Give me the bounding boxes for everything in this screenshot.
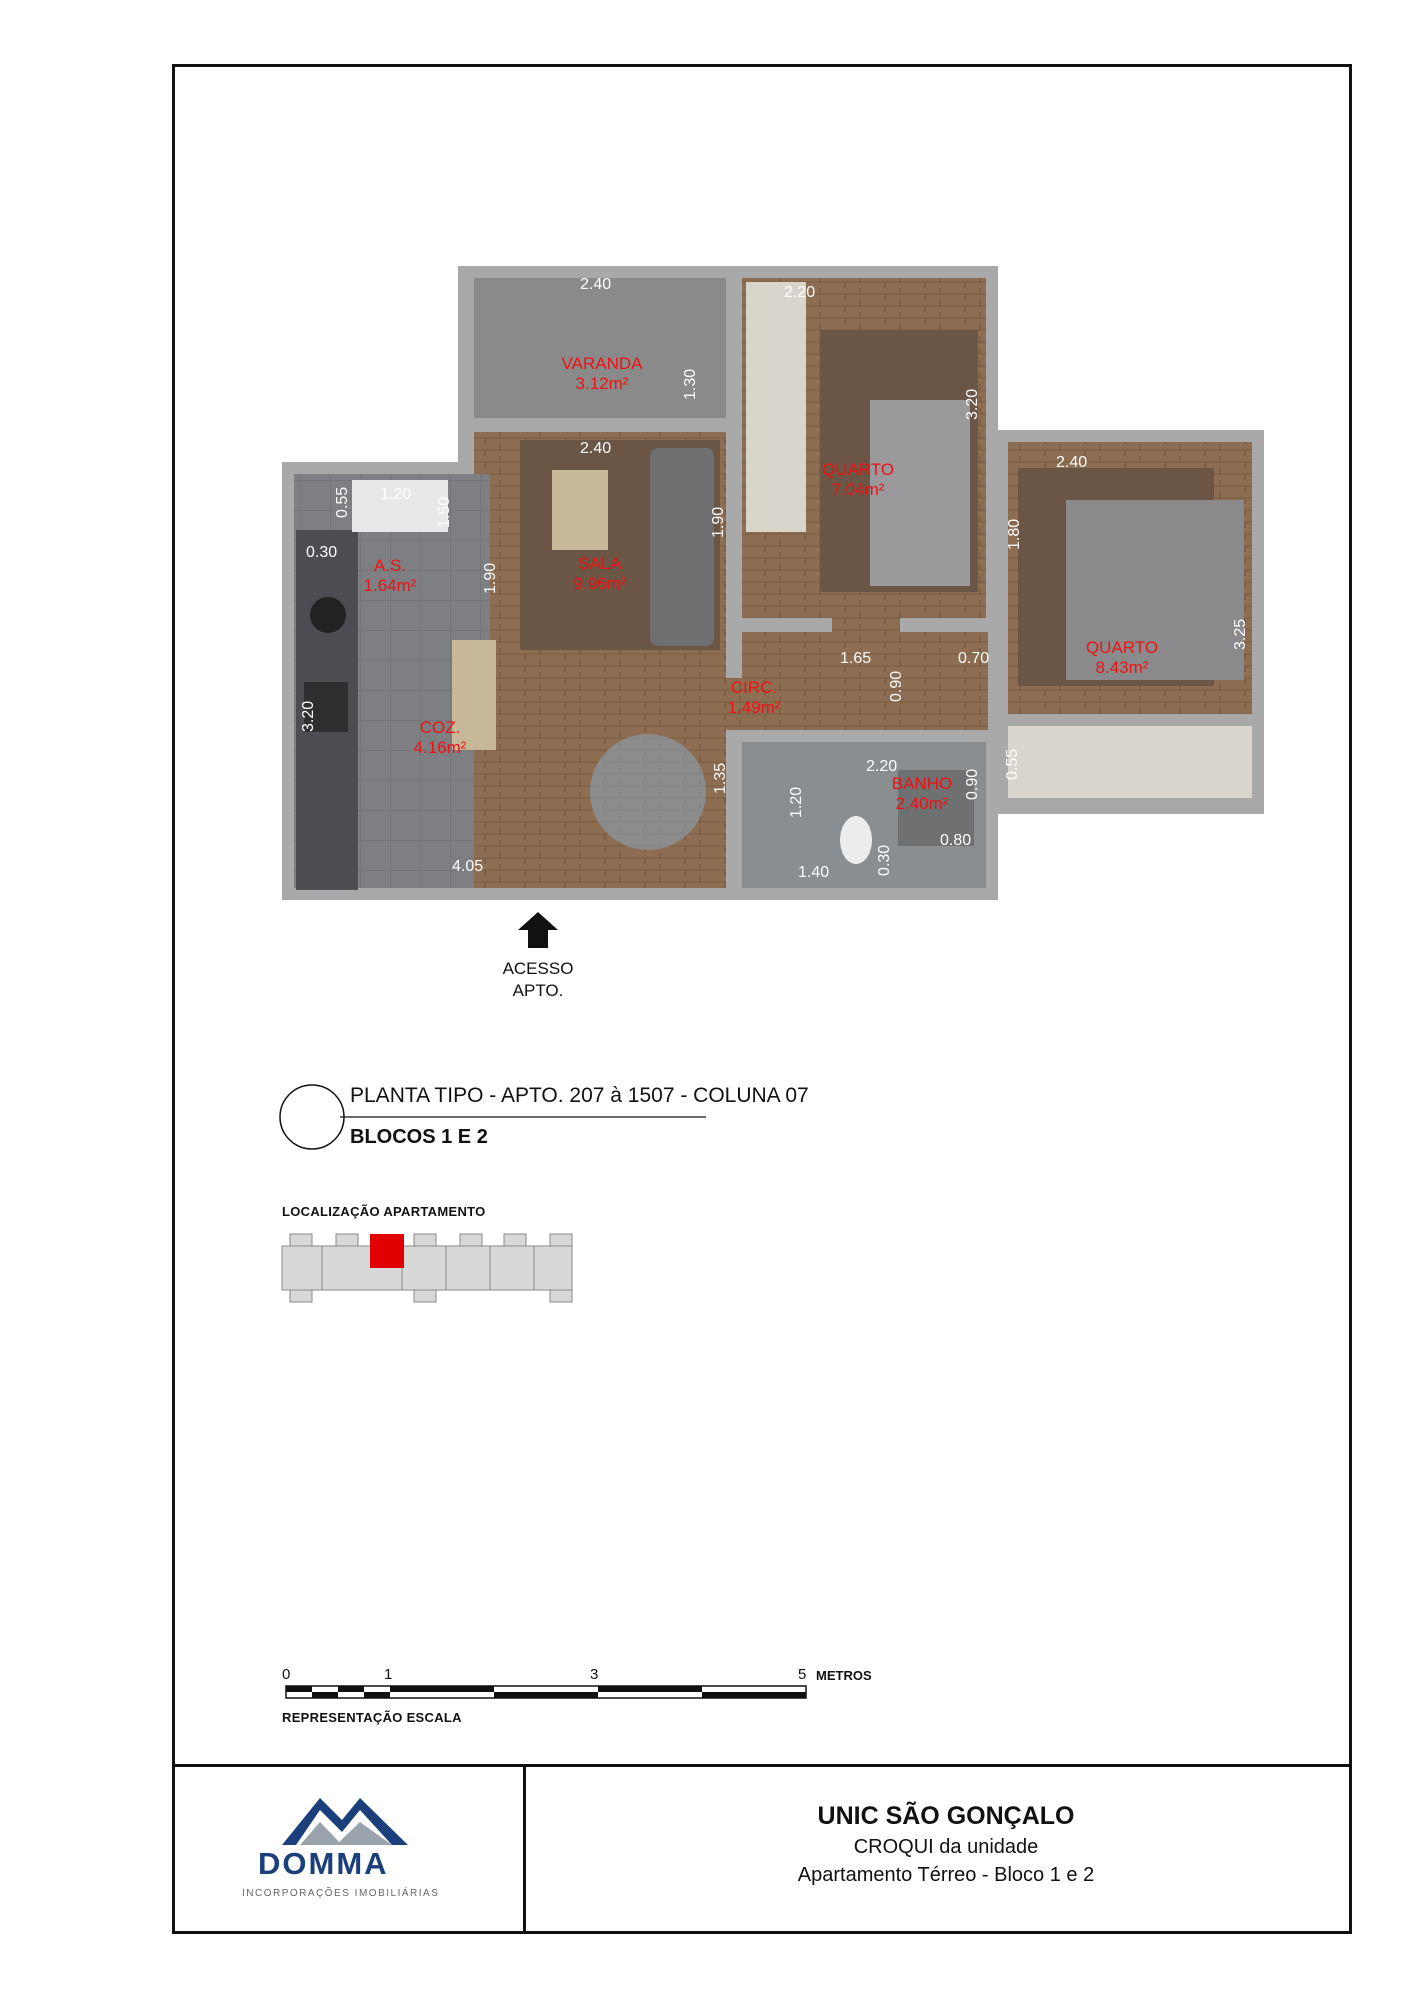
dim-circ-door: 0.90: [888, 670, 905, 702]
sofa: [650, 448, 714, 646]
room-label-varanda: VARANDA 3.12m²: [561, 354, 643, 393]
dining-table: [590, 734, 706, 850]
room-label-quarto-1: QUARTO 7.04m²: [821, 460, 895, 499]
dim-banho-bottom: 1.40: [798, 864, 830, 881]
dim-sala-depth: 1.90: [710, 506, 727, 538]
cooktop: [310, 597, 346, 633]
dim-toilet: 0.30: [876, 844, 893, 876]
plan-title: PLANTA TIPO - APTO. 207 à 1507 - COLUNA 07: [350, 1084, 809, 1107]
room-label-quarto-2: QUARTO 8.43m²: [1085, 638, 1159, 677]
dim-banho-depth: 1.20: [788, 786, 805, 818]
room-label-circulacao: CIRC. 1.49m²: [727, 678, 781, 717]
room-label-cozinha: COZ. 4.16m²: [413, 718, 467, 757]
dim-varanda-depth: 1.30: [682, 368, 699, 400]
dim-banho-width: 2.20: [866, 758, 898, 775]
dim-sala-width: 2.40: [580, 440, 612, 457]
scale-unit: METROS: [816, 1668, 872, 1683]
brand-tagline: INCORPORAÇÕES IMOBILIÁRIAS: [242, 1888, 440, 1899]
dim-wardrobe-quarto-2: 0.55: [1004, 748, 1021, 780]
dim-closet-width: 2.20: [784, 284, 816, 301]
dim-shower: 0.90: [964, 768, 981, 800]
dim-quarto-2-depth-b: 3.25: [1232, 618, 1249, 650]
dim-kitchen-wall: 1.90: [482, 562, 499, 594]
scale-bar: [286, 1686, 806, 1698]
dim-front-width: 4.05: [452, 858, 484, 875]
room-label-banho: BANHO 2.40m²: [891, 774, 953, 813]
dim-quarto-2-width: 2.40: [1056, 454, 1088, 471]
wardrobe-quarto-1: [746, 282, 806, 532]
dim-circ-a: 1.65: [840, 650, 872, 667]
scale-tick-5: 5: [798, 1666, 807, 1683]
project-subtitle-1: CROQUI da unidade: [853, 1836, 1039, 1858]
scale-caption: REPRESENTAÇÃO ESCALA: [282, 1710, 462, 1725]
dim-circ-b: 0.70: [958, 650, 990, 667]
access-arrow-icon: [518, 912, 558, 948]
room-label-area-servico: A.S. 1.64m²: [363, 556, 417, 595]
dim-as-b: 0.30: [306, 544, 338, 561]
room-label-sala: SALA 9.96m²: [573, 554, 627, 593]
dim-dining: 1.35: [712, 762, 729, 794]
project-subtitle-2: Apartamento Térreo - Bloco 1 e 2: [797, 1864, 1095, 1886]
dim-as-depth: 1.50: [436, 496, 453, 528]
dim-shower-width: 0.80: [940, 832, 972, 849]
access-label: ACESSO APTO.: [502, 959, 574, 1000]
location-title: LOCALIZAÇÃO APARTAMENTO: [282, 1204, 486, 1219]
toilet: [840, 816, 872, 864]
wardrobe-quarto-2: [1008, 726, 1252, 798]
location-key-plan: [282, 1234, 572, 1302]
coffee-table: [552, 470, 608, 550]
dim-quarto-2-depth-a: 1.80: [1006, 518, 1023, 550]
domma-logo-icon: [282, 1798, 408, 1845]
dim-varanda-width: 2.40: [580, 276, 612, 293]
scale-tick-1: 1: [384, 1666, 393, 1683]
project-title: UNIC SÃO GONÇALO: [817, 1802, 1075, 1830]
scale-tick-3: 3: [590, 1666, 599, 1683]
dim-as-width: 1.20: [380, 486, 412, 503]
plan-subtitle: BLOCOS 1 E 2: [350, 1126, 488, 1148]
dim-as-a: 0.55: [334, 486, 351, 518]
brand-name: DOMMA: [258, 1846, 389, 1881]
scale-tick-0: 0: [282, 1666, 291, 1683]
plan-title-circle: [280, 1085, 344, 1149]
location-highlight: [370, 1234, 404, 1268]
dim-kitchen-depth: 3.20: [300, 700, 317, 732]
dim-quarto-1-depth: 3.20: [964, 388, 981, 420]
